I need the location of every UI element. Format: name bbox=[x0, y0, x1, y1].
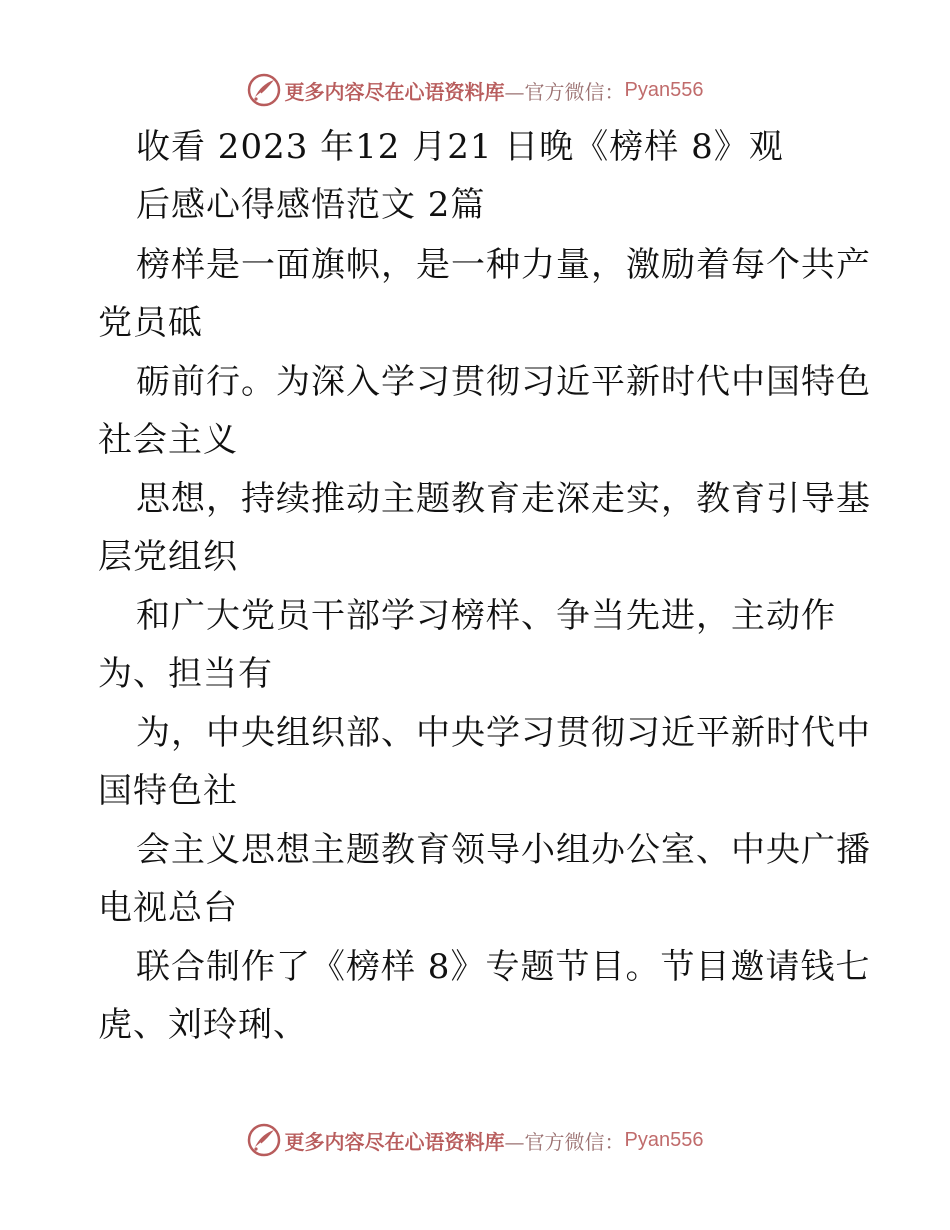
paragraph-line: 电视总台 bbox=[98, 888, 238, 928]
paragraph-line: 层党组织 bbox=[98, 537, 238, 577]
watermark-separator: —官方微信： bbox=[504, 79, 625, 104]
paragraph-line: 和广大党员干部学习榜样、争当先进，主动作 bbox=[136, 596, 836, 636]
paragraph-line: 国特色社 bbox=[98, 771, 238, 811]
footer-watermark bbox=[0, 1120, 950, 1160]
watermark-wechat-id: Pyan556 bbox=[624, 1128, 704, 1151]
watermark-text: 更多内容尽在心语资料库 bbox=[284, 1129, 505, 1154]
paragraph-line: 思想，持续推动主题教育走深走实，教育引导基 bbox=[136, 479, 871, 519]
paragraph-line: 社会主义 bbox=[98, 420, 238, 460]
title-line-2: 后感心得感悟范文 2篇 bbox=[136, 185, 486, 225]
header-watermark bbox=[0, 70, 950, 110]
quill-pen-logo-icon bbox=[247, 73, 281, 107]
watermark-wechat-id: Pyan556 bbox=[624, 78, 704, 101]
title-line-1: 收看 2023 年12 月21 日晚《榜样 8》观 bbox=[136, 127, 784, 167]
paragraph-line: 榜样是一面旗帜，是一种力量，激励着每个共产 bbox=[136, 245, 871, 285]
paragraph-line: 党员砥 bbox=[98, 303, 203, 343]
paragraph-line: 为、担当有 bbox=[98, 654, 273, 694]
paragraph-line: 虎、刘玲琍、 bbox=[98, 1005, 308, 1045]
paragraph-line: 为，中央组织部、中央学习贯彻习近平新时代中 bbox=[136, 713, 871, 753]
paragraph-line: 会主义思想主题教育领导小组办公室、中央广播 bbox=[136, 830, 871, 870]
watermark-text: 更多内容尽在心语资料库 bbox=[284, 79, 505, 104]
watermark-separator: —官方微信： bbox=[504, 1129, 625, 1154]
paragraph-line: 砺前行。为深入学习贯彻习近平新时代中国特色 bbox=[136, 362, 871, 402]
quill-pen-logo-icon bbox=[247, 1123, 281, 1157]
paragraph-line: 联合制作了《榜样 8》专题节目。节目邀请钱七 bbox=[136, 947, 871, 987]
